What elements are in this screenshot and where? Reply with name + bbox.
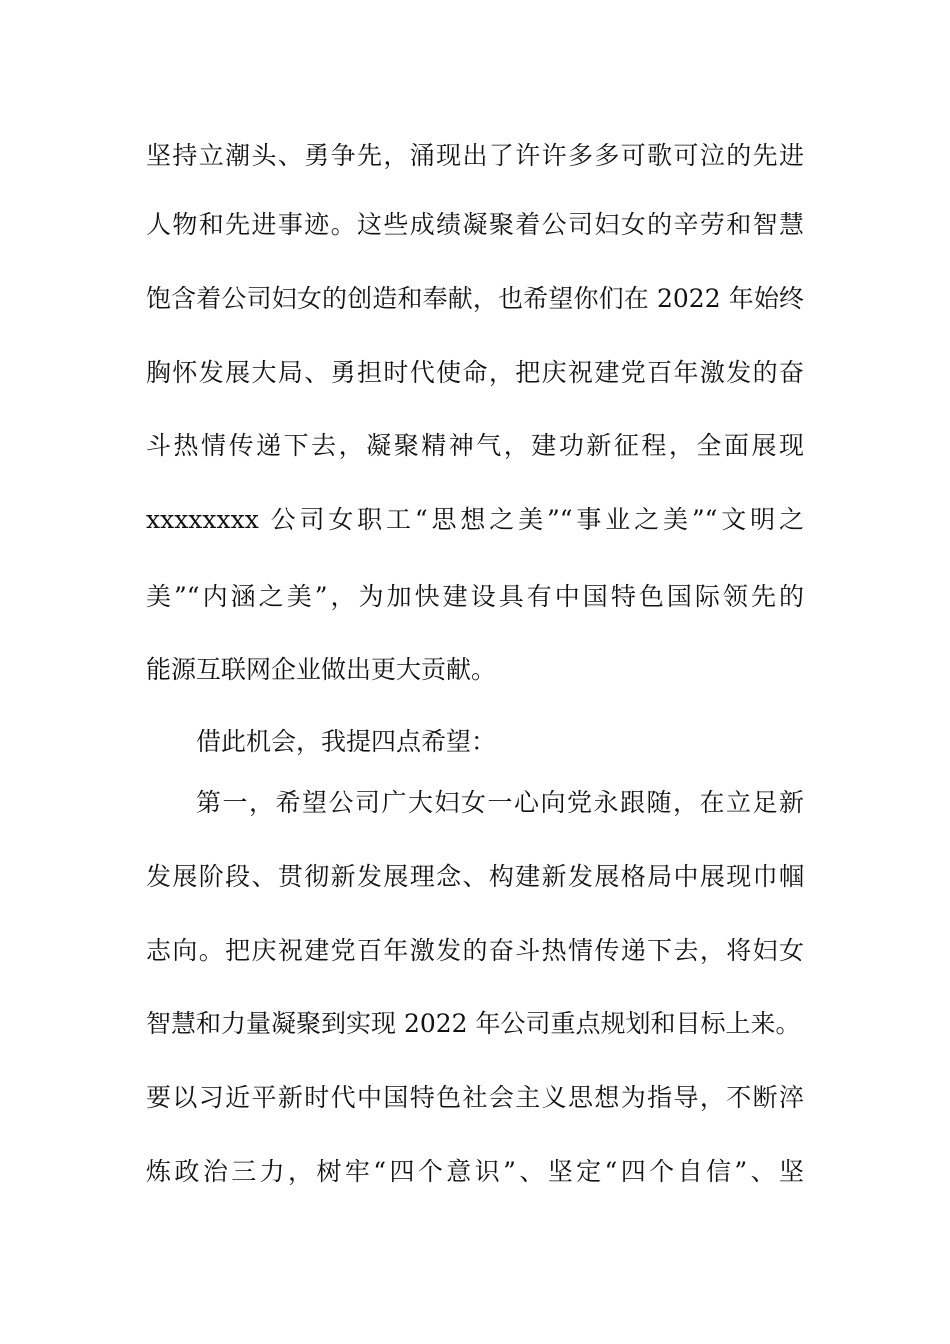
text-line-12: 志向。把庆祝建党百年激发的奋斗热情传递下去，将妇女 xyxy=(146,936,804,965)
text-line-3: 饱含着公司妇女的创造和奉献，也希望你们在 2022 年始终 xyxy=(146,284,804,313)
text-line-1: 坚持立潮头、勇争先，涌现出了许许多多可歌可泣的先进 xyxy=(146,141,804,170)
text-line-14: 要以习近平新时代中国特色社会主义思想为指导，不断淬 xyxy=(146,1083,804,1112)
text-line-13: 智慧和力量凝聚到实现 2022 年公司重点规划和目标上来。 xyxy=(146,1009,801,1038)
text-line-6: xxxxxxxx 公司女职工“思想之美”“事业之美”“文明之 xyxy=(146,505,804,534)
text-line-4: 胸怀发展大局、勇担时代使命，把庆祝建党百年激发的奋 xyxy=(146,358,804,387)
text-line-5: 斗热情传递下去，凝聚精神气，建功新征程，全面展现 xyxy=(146,431,804,460)
paragraph-intro: 借此机会，我提四点希望： xyxy=(196,727,497,756)
text-line-2: 人物和先进事迹。这些成绩凝聚着公司妇女的辛劳和智慧 xyxy=(146,210,804,239)
text-line-7: 美”“内涵之美”，为加快建设具有中国特色国际领先的 xyxy=(146,582,804,611)
text-line-11: 发展阶段、贯彻新发展理念、构建新发展格局中展现巾帼 xyxy=(146,862,804,891)
text-line-8: 能源互联网企业做出更大贡献。 xyxy=(146,655,497,684)
text-line-10: 第一，希望公司广大妇女一心向党永跟随，在立足新 xyxy=(196,788,804,817)
text-line-15: 炼政治三力，树牢“四个意识”、坚定“四个自信”、坚 xyxy=(146,1157,804,1186)
